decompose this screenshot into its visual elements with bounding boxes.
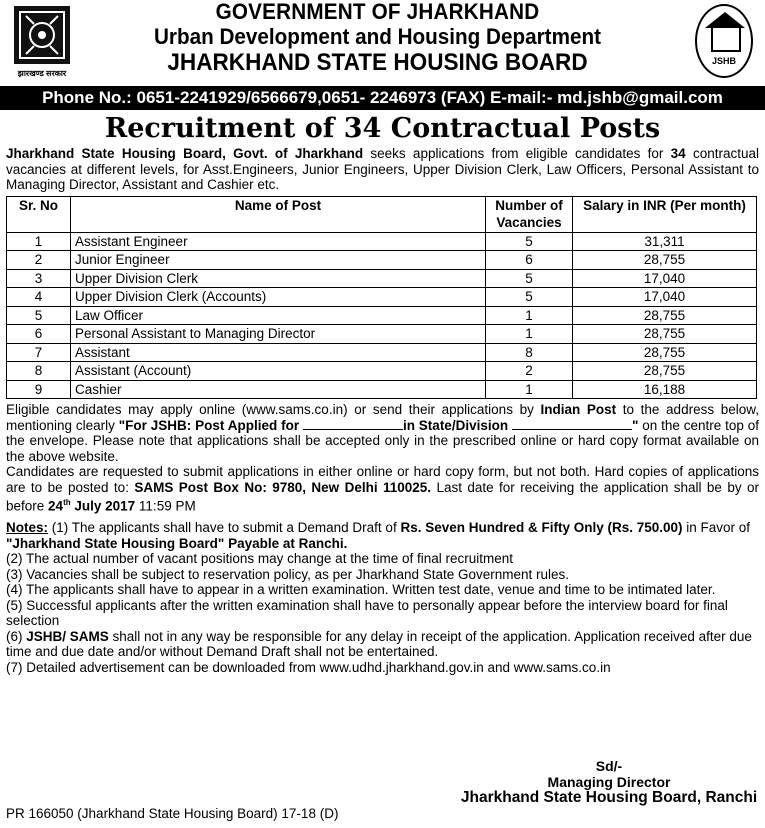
cell-sr: 3 [7,269,71,288]
apply-text-2a: Candidates are requested to submit applications in either online or hard copy form, but not both. Hard copies of applications are to be posted to: [6,464,759,495]
cell-post: Upper Division Clerk [71,269,486,288]
table-row [7,343,757,362]
apply-text-1c: to the address below, mentioning clearly [6,402,759,433]
note-3: (3) Vacancies shall be subject to reservation policy, as per Jharkhand State Government rules. [6,566,570,582]
jshb-logo [695,4,753,78]
header-vacancies: Number of Vacancies [486,196,573,232]
note-1-text-c: in Favor of [682,520,751,535]
cell-post: Junior Engineer [71,251,486,270]
note-6 [6,629,759,660]
cell-post: Cashier [71,380,486,399]
note-4: (4) The applicants shall have to appear in a written examination. Written test date, venue and time to be intimated later. [6,582,716,597]
last-date-suffix: th [63,498,71,507]
cell-sr: 5 [7,306,71,325]
cell-sr: 9 [7,380,71,399]
note-5: (5) Successful applicants after the written examination shall have to personally appear before the interview board for final selection [6,597,728,628]
house-icon [711,26,741,52]
cell-vacancies: 1 [486,380,573,399]
table-row [7,232,757,251]
table-row [7,380,757,399]
apply-post-applied: "For JSHB: Post Applied for [118,417,300,433]
pr-number: PR 166050 (Jharkhand State Housing Board) 17-18 (D) [6,806,339,821]
cell-post: Upper Division Clerk (Accounts) [71,288,486,307]
emblem-caption: झारखण्ड सरकार [17,69,67,78]
cell-salary: 28,755 [573,251,757,270]
intro-text-2: contractual vacancies at different levels, for Asst.Engineers, Junior Engineers, Upper Division Clerk, Law Officers, Personal Assistant to Managing Director, Assistant and Cashier etc. [6,146,759,192]
header-salary: Salary in INR (Per month) [573,196,757,232]
table-row [7,325,757,344]
cell-sr: 6 [7,325,71,344]
cell-salary: 28,755 [573,306,757,325]
intro-lead: Jharkhand State Housing Board, Govt. of Jharkhand [6,146,364,161]
cell-vacancies: 5 [486,269,573,288]
post-applied-blank [303,418,403,430]
cell-sr: 4 [7,288,71,307]
apply-text-1a: Eligible candidates may apply online (www.sams.co.in) or send their applications by [6,402,541,417]
cell-salary: 31,311 [573,232,757,251]
cell-post: Assistant (Account) [71,362,486,381]
apply-text-1g: on the centre top of the envelope. Please note that applications shall be accepted only in the prescribed online or hard copy format available on the above website. [6,417,759,464]
contact-bar: Phone No.: 0651-2241929/6566679,0651- 2246973 (FAX) E-mail:- md.jshb@gmail.com [0,86,765,110]
cell-vacancies: 1 [486,325,573,344]
last-date-time: 11:59 PM [135,498,196,514]
cell-salary: 28,755 [573,325,757,344]
cell-vacancies: 8 [486,343,573,362]
last-date-month-year: July 2017 [70,498,136,514]
apply-paragraph-2 [6,464,759,514]
signature-sd: Sd/- [595,758,623,774]
table-row [7,306,757,325]
cell-salary: 17,040 [573,269,757,288]
note-6-text-a: (6) [6,628,27,644]
cell-post: Law Officer [71,306,486,325]
apply-paragraph-1 [6,402,759,464]
cell-salary: 28,755 [573,343,757,362]
header [6,0,759,86]
last-date-day: 24 [48,498,64,514]
jharkhand-emblem [14,6,70,78]
state-division-blank [512,418,632,430]
apply-indian-post: Indian Post [540,402,617,417]
cell-vacancies: 2 [486,362,573,381]
intro-paragraph [6,146,759,193]
cell-post: Assistant [71,343,486,362]
cell-sr: 2 [7,251,71,270]
signature-designation: Managing Director [547,774,671,790]
cell-vacancies: 5 [486,288,573,307]
signature-block [459,758,759,806]
signature-organisation: Jharkhand State Housing Board, Ranchi [460,789,758,806]
cell-sr: 1 [7,232,71,251]
notes-label: Notes: [6,520,49,535]
department-title: Urban Development and Housing Department [154,24,601,49]
note-6-text-c: shall not in any way be responsible for any delay in receipt of the application. Application received after due time and due date and/or without Demand Draft shall not be entertained. [6,628,752,659]
cell-vacancies: 6 [486,251,573,270]
header-sr-no: Sr. No [7,196,71,232]
cell-vacancies: 5 [486,232,573,251]
cell-salary: 28,755 [573,362,757,381]
cell-salary: 17,040 [573,288,757,307]
apply-text-2c: Last date for receiving the application shall be by or before [6,479,760,514]
posts-table [6,196,757,400]
notes-section [6,520,759,675]
note-6-agencies: JSHB/ SAMS [26,628,109,644]
header-post-name: Name of Post [71,196,486,232]
note-1 [6,520,759,551]
government-title: GOVERNMENT OF JHARKHAND [215,0,540,24]
cell-vacancies: 1 [486,306,573,325]
header-titles [66,0,689,76]
apply-quote-close: " [631,417,639,433]
cell-salary: 16,188 [573,380,757,399]
emblem-icon [14,6,70,64]
table-row [7,269,757,288]
note-2: (2) The actual number of vacant positions may change at the time of final recruitment [6,551,514,566]
table-header-row [7,196,757,232]
note-1-text-a: (1) The applicants shall have to submit a Demand Draft of [48,520,401,535]
jshb-logo-text: JSHB [711,56,736,66]
intro-text-1: seeks applications from eligible candidates for [363,146,671,161]
apply-address: SAMS Post Box No: 9780, New Delhi 110025. [134,479,432,495]
table-row [7,362,757,381]
apply-state-division: in State/Division [402,417,509,433]
note-1-payee: "Jharkhand State Housing Board" Payable at Ranchi. [6,535,348,551]
cell-sr: 8 [7,362,71,381]
table-row [7,288,757,307]
page-title: Recruitment of 34 Contractual Posts [104,113,661,144]
cell-post: Assistant Engineer [71,232,486,251]
cell-post: Personal Assistant to Managing Director [71,325,486,344]
table-row [7,251,757,270]
intro-count: 34 [670,146,686,161]
note-7: (7) Detailed advertisement can be downloaded from www.udhd.jharkhand.gov.in and www.sams.co.in [6,659,611,675]
board-title: JHARKHAND STATE HOUSING BOARD [167,49,588,76]
cell-sr: 7 [7,343,71,362]
note-1-amount: Rs. Seven Hundred & Fifty Only (Rs. 750.00) [400,520,683,535]
